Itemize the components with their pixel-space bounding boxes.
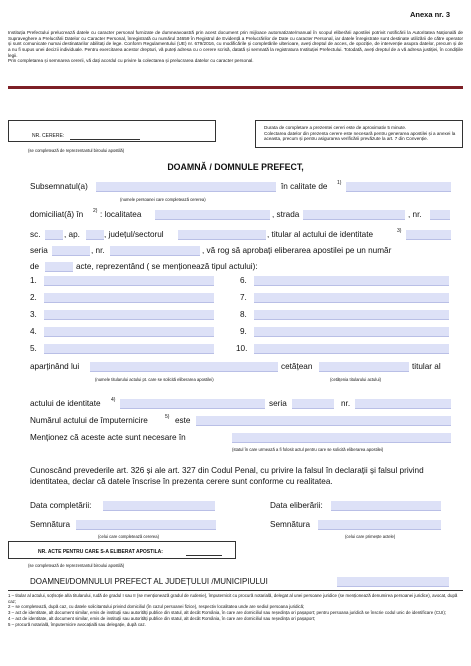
signature-right-field[interactable] [318,520,441,530]
id-type-field[interactable] [406,230,451,240]
holder-id-field[interactable] [120,399,265,409]
footer-title: DOAMNEI/DOMNULUI PREFECT AL JUDEȚULUI /MUNICIPIULUI [30,577,268,586]
sup-1: 1) [337,180,342,186]
act-number: 2. [30,293,37,302]
act-number: 8. [240,310,247,319]
label-nr3: nr. [341,399,351,408]
privacy-paragraph: Instituția Prefectului prelucrează datele cu caracter personal furnizate de dumneavoastră prin acest document prin mijloace automatizate/manual în scopul eliberării apostilei potrivit notificării la Autoritatea Națională de Supraveghere a Prelucrării Datelor cu Caracter Personal, înregistrată cu numărul 34659 în Registrul de Evidență a Prelucrărilor de Date cu caracter Personal, iar datele înregistrate sunt destinate utilizării de către operator și sunt comunicate numai destinatarilor abilitați de lege. Conform Regulamentului (UE) nr. 679/2016, cu modificările și completările ulterioare, aveți dreptul de acces, de opoziție, de intervenție asupra datelor, precum și de a nu fi supus unei decizii individuale. Pentru exercitarea acestor drepturi, vă puteți adresa cu o cerere scrisă, datată și semnată la registratura Instituției Prefectului. Totodată, aveți dreptul de a vă adresa justiției, în condițiile legii. [8,30,463,58]
completion-date-field[interactable] [103,501,215,511]
number-field[interactable] [430,210,450,220]
label-rog: , vă rog să aprobați eliberarea apostilei pe un număr [202,246,392,255]
act-field[interactable] [44,327,214,337]
header-divider [8,86,463,89]
footnote-1: 1 – titular al actului, soț/soție al/a titularului, rudă de gradul I sau II (se menționează gradul de rudenie), împuternicit cu procură notarială, delegat al unei persoane juridice (se menționează denumirea persoanei juridice), avocat, după caz; [8,593,458,604]
label-localitatea: : localitatea [100,210,142,219]
name-field[interactable] [96,182,276,192]
label-semnatura-right: Semnătura [270,520,311,529]
sup-5: 5) [165,414,170,420]
label-semnatura-left: Semnătura [30,520,71,529]
act-field[interactable] [254,276,449,286]
label-numarul: Numărul actului de împuternicire [30,416,148,425]
footnotes [8,593,463,627]
capacity-field[interactable] [346,182,451,192]
release-date-field[interactable] [331,501,441,511]
duration-line: Durata de completare a prezentei cereri este de aproximativ 5 minute. [264,125,407,130]
label-data-eliberarii: Data eliberării: [270,501,323,510]
footnote-2: 2 – se completează, după caz, cu datele solicitantului privind domiciliul (în cazul persoanei fizice), respectiv localitatea unde are sediul persoana juridică; [8,604,305,610]
footnote-4: 4 – act de identitate, alt document similar, emis de instituții sau autorități publice din statul, alt decât România, în care are domiciliul sau reședința ori pașaport; [8,615,316,621]
label-seria2: seria [269,399,287,408]
acts-released-note: (se completează de reprezentantul biroului apostilă) [28,563,125,568]
label-ap: , ap. [64,230,80,239]
form-title: DOAMNĂ / DOMNULE PREFECT, [167,162,304,172]
acts-released-line[interactable] [186,555,222,556]
label-cetatean: cetățean [281,362,313,371]
act-field[interactable] [254,344,449,354]
label-de: de [30,262,40,271]
registration-note: (se completează de reprezentantul biroului apostilă) [28,148,125,153]
footnote-3: 3 – act de identitate, alt document similar, emis de instituții sau autorități publice din statul, alt decât România, în care are domiciliul sau reședința ori pașaport; pentru persoana juridică se înscrie codul unic de identificare (CUI); [8,610,447,616]
act-number: 10. [236,344,248,353]
street-field[interactable] [303,210,405,220]
label-titular-al: titular al [412,362,441,371]
label-apartinand: aparținând lui [30,362,80,371]
apartment-field[interactable] [86,230,104,240]
acts-released-label: NR. ACTE PENTRU CARE S-A ELIBERAT APOSTILA: [38,549,163,555]
label-seria: seria [30,246,48,255]
holder-name-field[interactable] [90,362,278,372]
label-data-completarii: Data completării: [30,501,92,510]
holder-number-field[interactable] [355,399,451,409]
label-strada: , strada [272,210,300,219]
registration-line[interactable] [70,139,140,140]
act-field[interactable] [254,310,449,320]
note-name: (numele persoanei care completează cererea) [120,197,206,202]
footnote-5: 5 – procură notarială, împuternicire avocațială sau delegație, după caz. [8,621,146,627]
label-este: este [175,416,191,425]
footnotes-separator [8,590,463,591]
annex-number: Anexa nr. 3 [410,10,451,19]
acts-count-field[interactable] [45,262,73,272]
note-signature-left: (celui care completează cererea) [98,534,159,539]
act-field[interactable] [44,293,214,303]
duration-purpose: Colectarea datelor din prezenta cerere este necesară pentru generarea apostilei și a anexei la aceasta, precum și pentru asigurarea verificării prevăzute la art. 7 din Convenție. [264,130,456,142]
label-actului: actului de identitate [30,399,101,408]
act-field[interactable] [254,293,449,303]
holder-series-field[interactable] [292,399,334,409]
act-field[interactable] [44,310,214,320]
act-number: 4. [30,327,37,336]
sup-3: 3) [397,228,402,234]
note-holder: (numele titularului actului pt. care se solicită eliberarea apostilei) [95,377,214,382]
label-titular: , titular al actului de identitate [267,230,374,239]
citizenship-field[interactable] [319,362,409,372]
act-number: 3. [30,310,37,319]
id-series-field[interactable] [52,246,90,256]
duration-box [255,120,463,148]
staircase-field[interactable] [45,230,63,240]
note-citizenship: (cetățenia titularului actului) [330,377,381,382]
label-subsemnatul: Subsemnatul(a) [30,182,88,191]
registration-label: NR. CERERE: [32,133,65,139]
county-prefect-field[interactable] [337,577,449,587]
label-domiciliat: domiciliat(ă) în [30,210,84,219]
mandate-number-field[interactable] [196,416,451,426]
act-field[interactable] [44,276,214,286]
label-acte: acte, reprezentând ( se menționează tipul actului): [76,262,258,271]
signature-left-field[interactable] [76,520,216,530]
act-field[interactable] [44,344,214,354]
sup-4: 4) [111,397,116,403]
note-state: (statul în care urmează a fi folosit actul pentru care se solicită eliberarea apostilei) [232,447,384,452]
act-number: 5. [30,344,37,353]
label-nr2: , nr. [91,246,105,255]
act-number: 9. [240,327,247,336]
locality-field[interactable] [155,210,270,220]
act-number: 6. [240,276,247,285]
act-number: 1. [30,276,37,285]
label-in-calitate: în calitate de [281,182,328,191]
id-number-field[interactable] [110,246,200,256]
act-number: 7. [240,293,247,302]
label-mentionez: Menționez că aceste acte sunt necesare în [30,433,186,442]
label-judetul: , județul/sectorul [104,230,164,239]
penal-declaration: Cunoscând prevederile art. 326 și ale art. 327 din Codul Penal, cu privire la falsul în declarații și falsul privind identitatea, declar că datele înscrise în prezenta cerere sunt conforme cu realitatea. [30,466,424,486]
destination-state-field[interactable] [232,433,451,443]
label-nr: , nr. [408,210,422,219]
act-field[interactable] [254,327,449,337]
privacy-notice [8,30,463,64]
county-field[interactable] [178,230,266,240]
consent-paragraph: Prin completarea și semnarea cererii, vă dați acordul cu privire la colectarea și prelucrarea datelor cu caracter personal. [8,58,254,64]
label-sc: sc. [30,230,41,239]
sup-2: 2) [93,208,98,214]
note-signature-right: (celui care primește actele) [345,534,396,539]
